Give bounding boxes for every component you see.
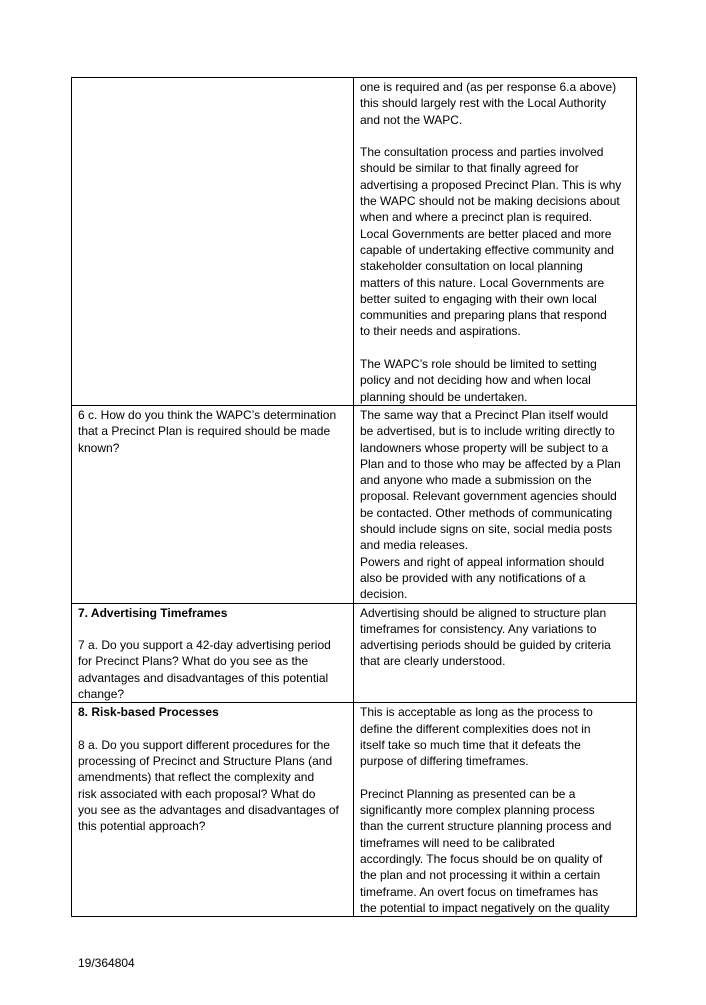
response-cell [354, 405, 637, 603]
question-cell [72, 603, 354, 703]
table-row [72, 405, 637, 603]
question-cell [72, 78, 354, 406]
table-row [72, 603, 637, 703]
consultation-response-table [71, 77, 637, 917]
question-text: 7 a. Do you support a 42-day advertising period for Precinct Plans? What do you see as the advantages and disadvantages of this potential change? [78, 638, 331, 701]
response-cell [354, 603, 637, 703]
section-heading: 8. Risk-based Processes [78, 705, 219, 720]
table-row [72, 78, 637, 406]
response-paragraph: one is required and (as per response 6.a above) this should largely rest with the Local Authority and not the WAPC. [360, 80, 617, 127]
response-paragraph: The WAPC’s role should be limited to setting policy and not deciding how and when local planning should be undertaken. [360, 357, 597, 404]
response-cell [354, 78, 637, 406]
response-cell [354, 703, 637, 917]
table-row [72, 703, 637, 917]
question-cell [72, 703, 354, 917]
response-paragraph: Precinct Planning as presented can be a significantly more complex planning process than the current structure planning process and timeframes will need to be calibrated accordingly. The focus should be on quality of the plan and not processing it within a certain timeframe. An overt focus on timeframes has the potential to impact negatively on the quality [360, 786, 612, 915]
response-paragraph: The same way that a Precinct Plan itself would be advertised, but is to include writing directly to landowners whose property will be subject to a Plan and to those who may be affected by a Plan and anyone who made a submission on the proposal. Relevant government agencies should be contacted. Other methods of communicating should include signs on site, social media posts and media releases. Powers and right of appeal information should also be provided with any notifications of a decision. [360, 407, 621, 602]
response-paragraph: This is acceptable as long as the process to define the different complexities does not in itself take so much time that it defeats the purpose of differing timeframes. [360, 705, 593, 769]
question-text: 8 a. Do you support different procedures for the processing of Precinct and Structure Plans (and amendments) that reflect the complexity and risk associated with each proposal? What do you see as the advantages and disadvantages of this potential approach? [78, 737, 339, 834]
document-reference: 19/364804 [78, 956, 135, 970]
response-paragraph: The consultation process and parties involved should be similar to that finally agreed for advertising a proposed Precinct Plan. This is why the WAPC should not be making decisions about when and where a precinct plan is required. Local Governments are better placed and more capable of undertaking effective community and stakeholder consultation on local planning matters of this nature. Local Governments are better suited to engaging with their own local communities and preparing plans that respond to their needs and aspirations. [360, 145, 622, 339]
response-paragraph: Advertising should be aligned to structure plan timeframes for consistency. Any variations to advertising periods should be guided by criteria that are clearly understood. [360, 605, 611, 669]
question-cell [72, 405, 354, 603]
section-heading: 7. Advertising Timeframes [78, 605, 228, 620]
question-text: 6 c. How do you think the WAPC’s determination that a Precinct Plan is required should be made known? [78, 407, 337, 455]
